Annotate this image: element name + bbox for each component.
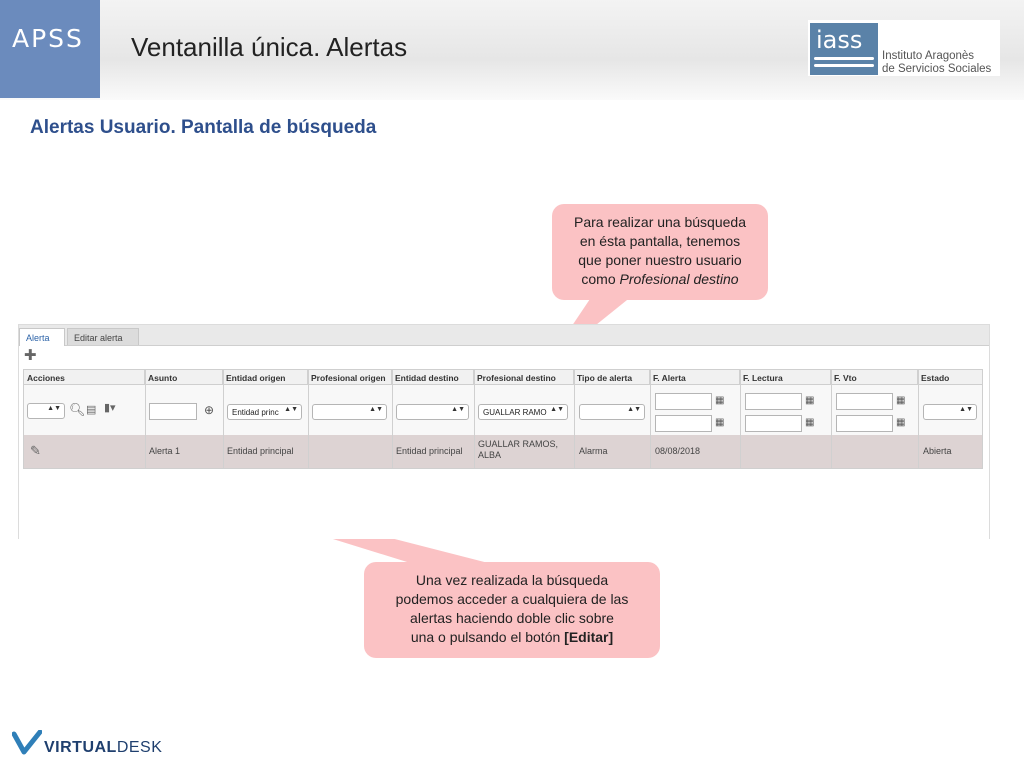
callout-line: Una vez realizada la búsqueda <box>415 572 609 588</box>
cell-entidad-destino: Entidad principal <box>396 446 463 456</box>
calendar-icon[interactable]: ▦ <box>896 395 906 406</box>
callout-line: en ésta pantalla, tenemos <box>579 233 741 249</box>
app-window <box>18 324 990 539</box>
calendar-icon[interactable]: ▦ <box>805 395 815 406</box>
column-divider <box>650 370 651 468</box>
callout-text: como <box>581 271 620 287</box>
column-divider <box>918 370 919 468</box>
entidad-origen-value: Entidad princ <box>232 408 279 417</box>
column-divider <box>223 370 224 468</box>
logo-line-2: de Servicios Sociales <box>882 63 992 75</box>
column-divider <box>574 370 575 468</box>
column-header-entidad-destino[interactable]: Entidad destino <box>392 370 474 385</box>
callout-line: podemos acceder a cualquiera de las <box>395 591 629 607</box>
asunto-filter-input[interactable] <box>149 403 197 420</box>
pencil-icon[interactable]: ✎ <box>30 443 41 458</box>
apss-label: APSS <box>0 0 100 98</box>
f-alerta-to-input[interactable] <box>655 415 712 432</box>
callout-line <box>560 270 760 289</box>
calendar-icon[interactable]: ▦ <box>715 417 725 428</box>
callout-edit-hint <box>364 562 660 658</box>
plus-icon[interactable]: ✚ <box>24 347 37 364</box>
select-arrow-icon: ▲▼ <box>369 406 383 413</box>
callout-text: una o pulsando el botón <box>410 629 565 645</box>
profesional-origen-select[interactable] <box>312 404 387 420</box>
cell-entidad-origen: Entidad principal <box>227 446 294 456</box>
callout-search-hint <box>552 204 768 300</box>
profesional-destino-value: GUALLAR RAMO <box>483 408 547 417</box>
acciones-select[interactable] <box>27 403 65 419</box>
column-divider <box>308 370 309 468</box>
column-header-profesional-destino[interactable]: Profesional destino <box>474 370 574 385</box>
entidad-origen-select[interactable] <box>227 404 302 420</box>
table-row[interactable] <box>24 435 982 468</box>
brand-bold: VIRTUAL <box>44 739 117 756</box>
f-alerta-from-input[interactable] <box>655 393 712 410</box>
column-header-acciones[interactable]: Acciones <box>24 370 145 385</box>
cell-asunto: Alerta 1 <box>149 446 181 456</box>
tab-editar-alerta[interactable]: Editar alerta <box>67 328 139 345</box>
section-title: Alertas Usuario. Pantalla de búsqueda <box>30 117 377 138</box>
column-divider <box>474 370 475 468</box>
cell-f-alerta: 08/08/2018 <box>655 446 701 456</box>
column-header-tipo-alerta[interactable]: Tipo de alerta <box>574 370 650 385</box>
estado-select[interactable] <box>923 404 977 420</box>
list-icon[interactable]: ▤ <box>86 404 97 416</box>
callout-line <box>372 628 652 647</box>
column-header-entidad-origen[interactable]: Entidad origen <box>223 370 308 385</box>
f-vto-to-input[interactable] <box>836 415 893 432</box>
cell-profesional-destino: GUALLAR RAMOS, ALBA <box>478 439 559 460</box>
virtualdesk-logo-icon <box>12 730 42 756</box>
column-header-asunto[interactable]: Asunto <box>145 370 223 385</box>
filter-row <box>24 385 982 436</box>
profesional-destino-select[interactable] <box>478 404 568 420</box>
calendar-icon[interactable]: ▦ <box>896 417 906 428</box>
select-arrow-icon: ▲▼ <box>959 406 973 413</box>
callout-emphasis: [Editar] <box>564 629 614 645</box>
column-divider <box>831 370 832 468</box>
select-arrow-icon: ▲▼ <box>47 405 61 412</box>
column-header-f-alerta[interactable]: F. Alerta <box>650 370 740 385</box>
column-divider <box>145 370 146 468</box>
f-vto-from-input[interactable] <box>836 393 893 410</box>
f-lectura-to-input[interactable] <box>745 415 802 432</box>
tab-alerta[interactable]: Alerta <box>19 328 65 346</box>
tab-bar <box>19 325 989 346</box>
magnifier-icon[interactable]: 🔍︎ <box>69 402 86 417</box>
select-arrow-icon: ▲▼ <box>550 406 564 413</box>
cell-tipo-alerta: Alarma <box>579 446 608 456</box>
iass-logo-text: iass <box>816 26 863 54</box>
column-header-f-lectura[interactable]: F. Lectura <box>740 370 831 385</box>
column-header-f-vto[interactable]: F. Vto <box>831 370 918 385</box>
select-arrow-icon: ▲▼ <box>451 406 465 413</box>
callout-line: que poner nuestro usuario <box>578 252 742 268</box>
f-lectura-from-input[interactable] <box>745 393 802 410</box>
cell-estado: Abierta <box>923 446 952 456</box>
callout-line: alertas haciendo doble clic sobre <box>410 610 614 626</box>
callout-line: Para realizar una búsqueda <box>573 214 746 230</box>
virtualdesk-logo <box>44 739 162 757</box>
column-divider <box>392 370 393 468</box>
calendar-icon[interactable]: ▦ <box>715 395 725 406</box>
column-divider <box>740 370 741 468</box>
column-header-estado[interactable]: Estado <box>918 370 982 385</box>
callout-emphasis: Profesional destino <box>619 271 739 287</box>
page-title: Ventanilla única. Alertas <box>131 32 408 62</box>
select-arrow-icon: ▲▼ <box>627 406 641 413</box>
tipo-alerta-select[interactable] <box>579 404 645 420</box>
add-filter-icon[interactable]: ⊕ <box>204 403 215 417</box>
calendar-icon[interactable]: ▦ <box>805 417 815 428</box>
column-header-profesional-origen[interactable]: Profesional origen <box>308 370 392 385</box>
brand-rest: DESK <box>116 739 163 756</box>
alerts-grid <box>23 369 983 469</box>
export-icon[interactable]: ▮▾ <box>104 402 116 414</box>
select-arrow-icon: ▲▼ <box>284 406 298 413</box>
logo-line-1: Instituto Aragonès <box>882 50 975 62</box>
entidad-destino-select[interactable] <box>396 404 469 420</box>
